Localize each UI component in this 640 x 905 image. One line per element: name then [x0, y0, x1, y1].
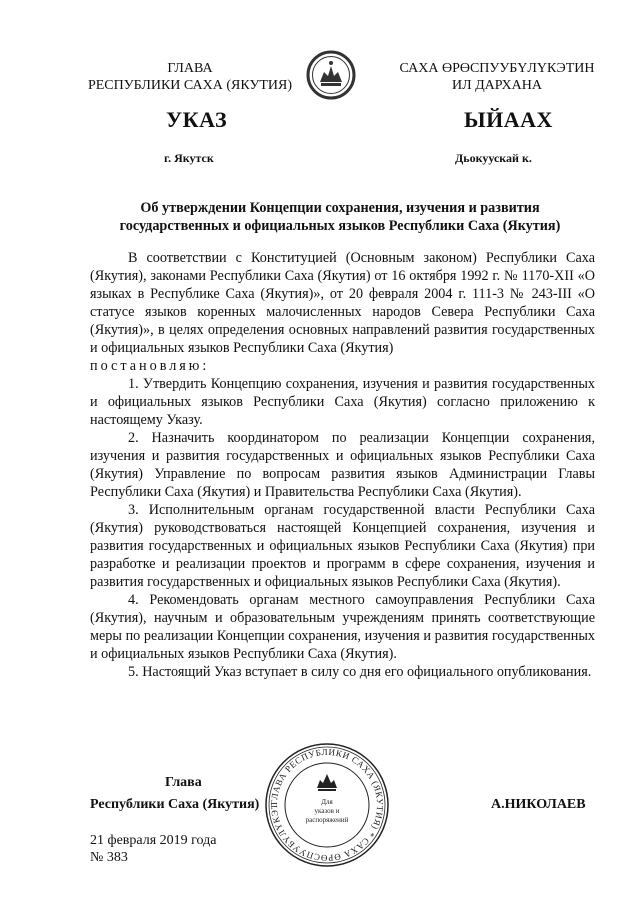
decree-body [90, 249, 595, 681]
item-3: 3. Исполнительным органам государственной власти Республики Саха (Якутия) руководствоваться настоящей Концепцией сохранения, изучения и развития государственных и официальных языков Республики Саха (Якутия) при разработке и реализации проектов и программ в сфере сохранения, изучения и развития государственных и официальных языков Республики Саха (Якутия). [90, 502, 595, 590]
intro-paragraph: В соответствии с Конституцией (Основным законом) Республики Саха (Якутия), законами Республики Саха (Якутия) от 16 октября 1992 г. № 1170-XII «О языках в Республике Саха (Якутия)», от 20 февраля 2004 г. 111-3 № 243-III «О статусе языков коренных малочисленных народов Севера Республики Саха (Якутия)», в целях определения основных направлений развития государственных и официальных языков Республики Саха (Якутия) [90, 250, 595, 356]
title-yiaakh: ЫЙААХ [464, 107, 553, 132]
seal-ring-text: ГЛАВА РЕСПУБЛИКИ САХА (ЯКУТИЯ) * САХА ӨРӨСПУУБҮЛҮКЭТ [268, 746, 386, 864]
signature-name: А.НИКОЛАЕВ [491, 797, 586, 812]
seal-center-line1: Для [321, 798, 333, 806]
header-left-block [85, 60, 295, 94]
item-5: 5. Настоящий Указ вступает в силу со дня его официального опубликования. [128, 664, 592, 680]
city-dyokuuskai: Дьокуускай к. [455, 151, 532, 165]
subject-line2: государственных и официальных языков Республики Саха (Якутия) [119, 218, 561, 234]
coat-of-arms-icon [306, 50, 356, 100]
item-1: 1. Утвердить Концепцию сохранения, изучения и развития государственных и официальных языков Республики Саха (Якутия) согласно приложению к настоящему Указу. [90, 376, 595, 428]
header-right-line1: САХА ӨРӨСПУУБҮЛҮКЭТИН [399, 61, 595, 76]
decree-word: постановляю: [90, 358, 210, 374]
signature-position-line1: Глава [165, 775, 202, 790]
item-2: 2. Назначить координатором по реализации Концепции сохранения, изучения и развития государственных и официальных языков Республики Саха (Якутия) Управление по вопросам развития языков Администрации Главы Республики Саха (Якутия) и Правительства Республики Саха (Якутия). [90, 430, 595, 500]
seal-center-line2: указов и [314, 807, 340, 815]
decree-number: № 383 [90, 850, 128, 865]
city-yakutsk: г. Якутск [164, 151, 214, 165]
header-right-line2: ИЛ ДАРХАНА [451, 78, 542, 93]
decree-subject [90, 199, 590, 235]
title-ukaz: УКАЗ [166, 107, 228, 132]
header-left-line1: ГЛАВА [167, 61, 213, 76]
item-4: 4. Рекомендовать органам местного самоуправления Республики Саха (Якутия), научным и образовательным учреждениям принять соответствующие меры по реализации Концепции сохранения, изучения и развития государственных и официальных языков Республики Саха (Якутия). [90, 592, 595, 662]
header-right-block [382, 60, 612, 94]
signature-position-line2: Республики Саха (Якутия) [90, 797, 260, 812]
seal-center-line3: распоряжений [305, 816, 349, 824]
official-seal [264, 742, 390, 868]
header-left-line2: РЕСПУБЛИКИ САХА (ЯКУТИЯ) [87, 78, 293, 93]
decree-date: 21 февраля 2019 года [90, 833, 217, 848]
subject-line1: Об утверждении Концепции сохранения, изучения и развития [140, 200, 540, 216]
